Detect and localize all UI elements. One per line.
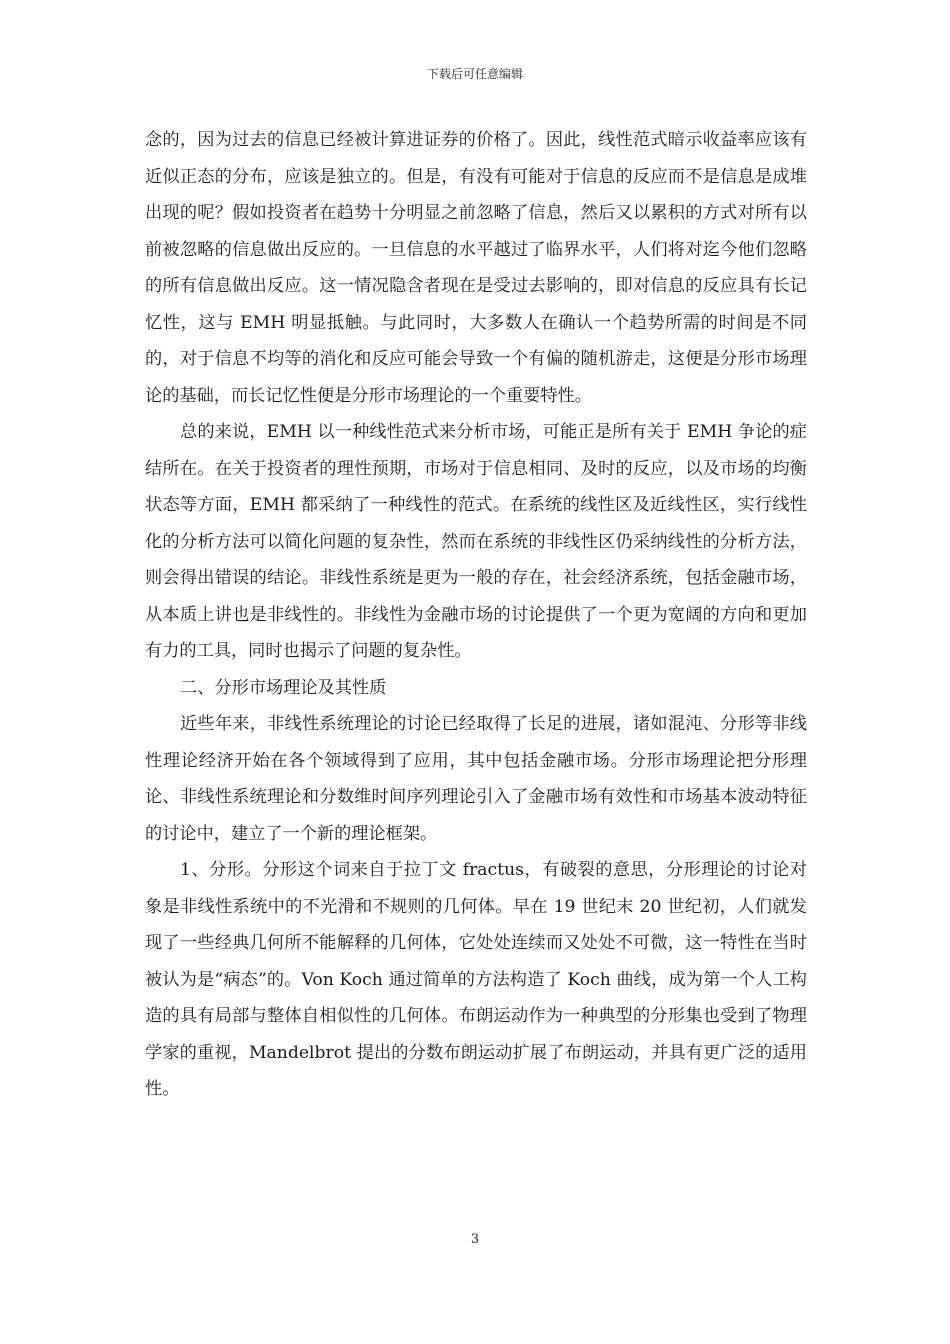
paragraph-continuation: 念的，因为过去的信息已经被计算进证券的价格了。因此，线性范式暗示收益率应该有近似正态的分布，应该是独立的。但是，有没有可能对于信息的反应而不是信息是成堆出现的呢？假如投资者在趋势十分明显之前忽略了信息，然后又以累积的方式对所有以前被忽略的信息做出反应的。一旦信息的水平越过了临界水平，人们将对迄今他们忽略的所有信息做出反应。这一情况隐含者现在是受过去影响的，即对信息的反应具有长记忆性，这与 EMH 明显抵触。与此同时，大多数人在确认一个趋势所需的时间是不同的，对于信息不均等的消化和反应可能会导致一个有偏的随机游走，这便是分形市场理论的基础，而长记忆性便是分形市场理论的一个重要特性。	[145, 130, 807, 406]
paragraph-emh-summary: 总的来说，EMH 以一种线性范式来分析市场，可能正是所有关于 EMH 争论的症结所在。在关于投资者的理性预期，市场对于信息相同、及时的反应，以及市场的均衡状态等方面，EMH 都采纳了一种线性的范式。在系统的线性区及近线性区，实行线性化的分析方法可以简化问题的复杂性，然而在系统的非线性区仍采纳线性的分析方法，则会得出错误的结论。非线性系统是更为一般的存在，社会经济系统，包括金融市场，从本质上讲也是非线性的。非线性为金融市场的讨论提供了一个更为宽阔的方向和更加有力的工具，同时也揭示了问题的复杂性。	[145, 422, 807, 661]
body-text	[145, 122, 807, 1108]
page-header: 下载后可任意编辑	[426, 67, 523, 81]
paragraph-fractal-definition: 1、分形。分形这个词来自于拉丁文 fractus，有破裂的意思，分形理论的讨论对象是非线性系统中的不光滑和不规则的几何体。早在 19 世纪末 20 世纪初，人们就发现了一些经典几何所不能解释的几何体，它处处连续而又处处不可微，这一特性在当时被认为是“病态”的。Von Koch 通过简单的方法构造了 Koch 曲线，成为第一个人工构造的具有局部与整体自相似性的几何体。布朗运动作为一种典型的分形集也受到了物理学家的重视，Mandelbrot 提出的分数布朗运动扩展了布朗运动，并具有更广泛的适用性。	[145, 860, 807, 1099]
paragraph-fractal-market-intro: 近些年来，非线性系统理论的讨论已经取得了长足的进展，诸如混沌、分形等非线性理论经济开始在各个领域得到了应用，其中包括金融市场。分形市场理论把分形理论、非线性系统理论和分数维时间序列理论引入了金融市场有效性和市场基本波动特征的讨论中，建立了一个新的理论框架。	[145, 714, 807, 844]
page-number: 3	[470, 1232, 480, 1247]
section-heading: 二、分形市场理论及其性质	[180, 677, 387, 698]
